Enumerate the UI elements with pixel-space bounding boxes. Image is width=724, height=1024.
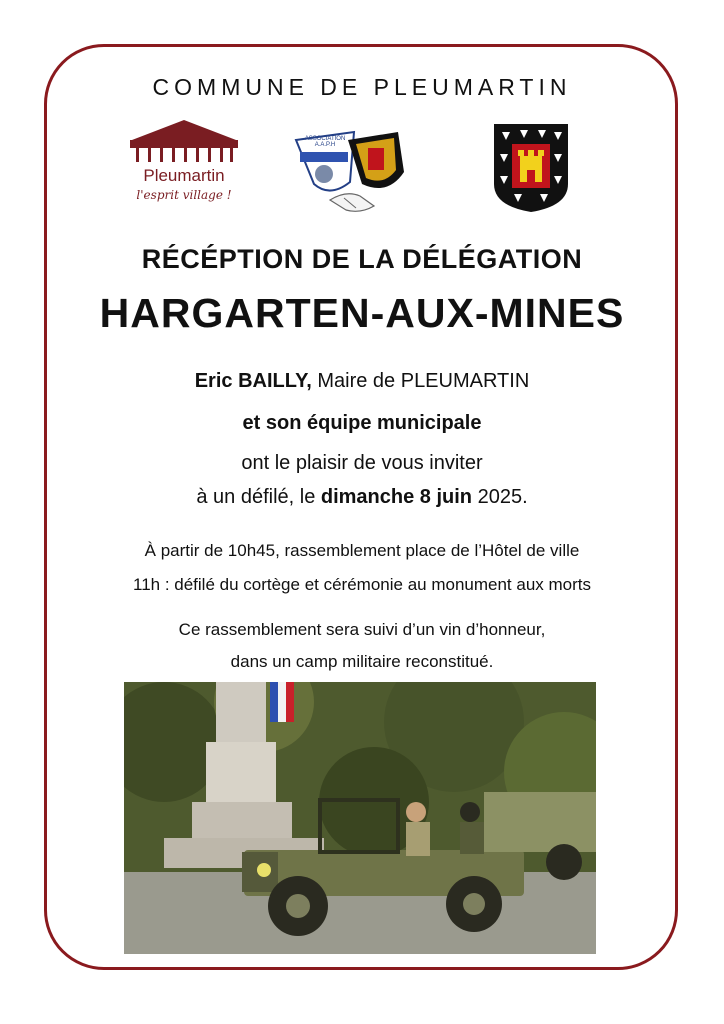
logo-town-name: Pleumartin <box>143 166 225 185</box>
mayor-line <box>0 370 724 393</box>
commune-header: COMMUNE DE PLEUMARTIN <box>152 74 572 100</box>
parade-date: dimanche 8 juin <box>320 486 473 508</box>
coat-of-arms-icon <box>492 122 570 214</box>
reception-note: Ce rassemblement sera suivi d’un vin d’honneur, <box>178 620 546 639</box>
coat-of-arms <box>492 122 570 214</box>
association-logo <box>290 122 412 220</box>
schedule-gathering: À partir de 10h45, rassemblement place de l’Hôtel de ville <box>144 541 580 560</box>
monument-jeep-illustration <box>124 682 596 954</box>
team-line: et son équipe municipale <box>242 412 482 434</box>
schedule-parade: 11h : défilé du cortège et cérémonie au monument aux morts <box>133 575 591 594</box>
camp-note: dans un camp militaire reconstitué. <box>230 652 494 671</box>
invite-line: ont le plaisir de vous inviter <box>241 452 483 474</box>
reception-heading: RÉCÉPTION DE LA DÉLÉGATION <box>141 244 583 274</box>
logo-slogan: l'esprit village ! <box>136 188 232 202</box>
association-label: ASSOCIATION A.A.P.H <box>304 136 346 148</box>
pavilion-icon <box>126 118 242 166</box>
mayor-role: Maire de PLEUMARTIN <box>311 370 530 392</box>
parade-line <box>0 486 724 509</box>
parade-year: 2025. <box>472 486 528 508</box>
delegation-title: HARGARTEN-AUX-MINES <box>99 290 625 336</box>
mayor-name: Eric BAILLY, <box>194 370 312 392</box>
parade-prefix: à un défilé, le <box>196 486 321 508</box>
illustration-drawing <box>124 682 596 954</box>
pleumartin-logo <box>126 118 242 208</box>
